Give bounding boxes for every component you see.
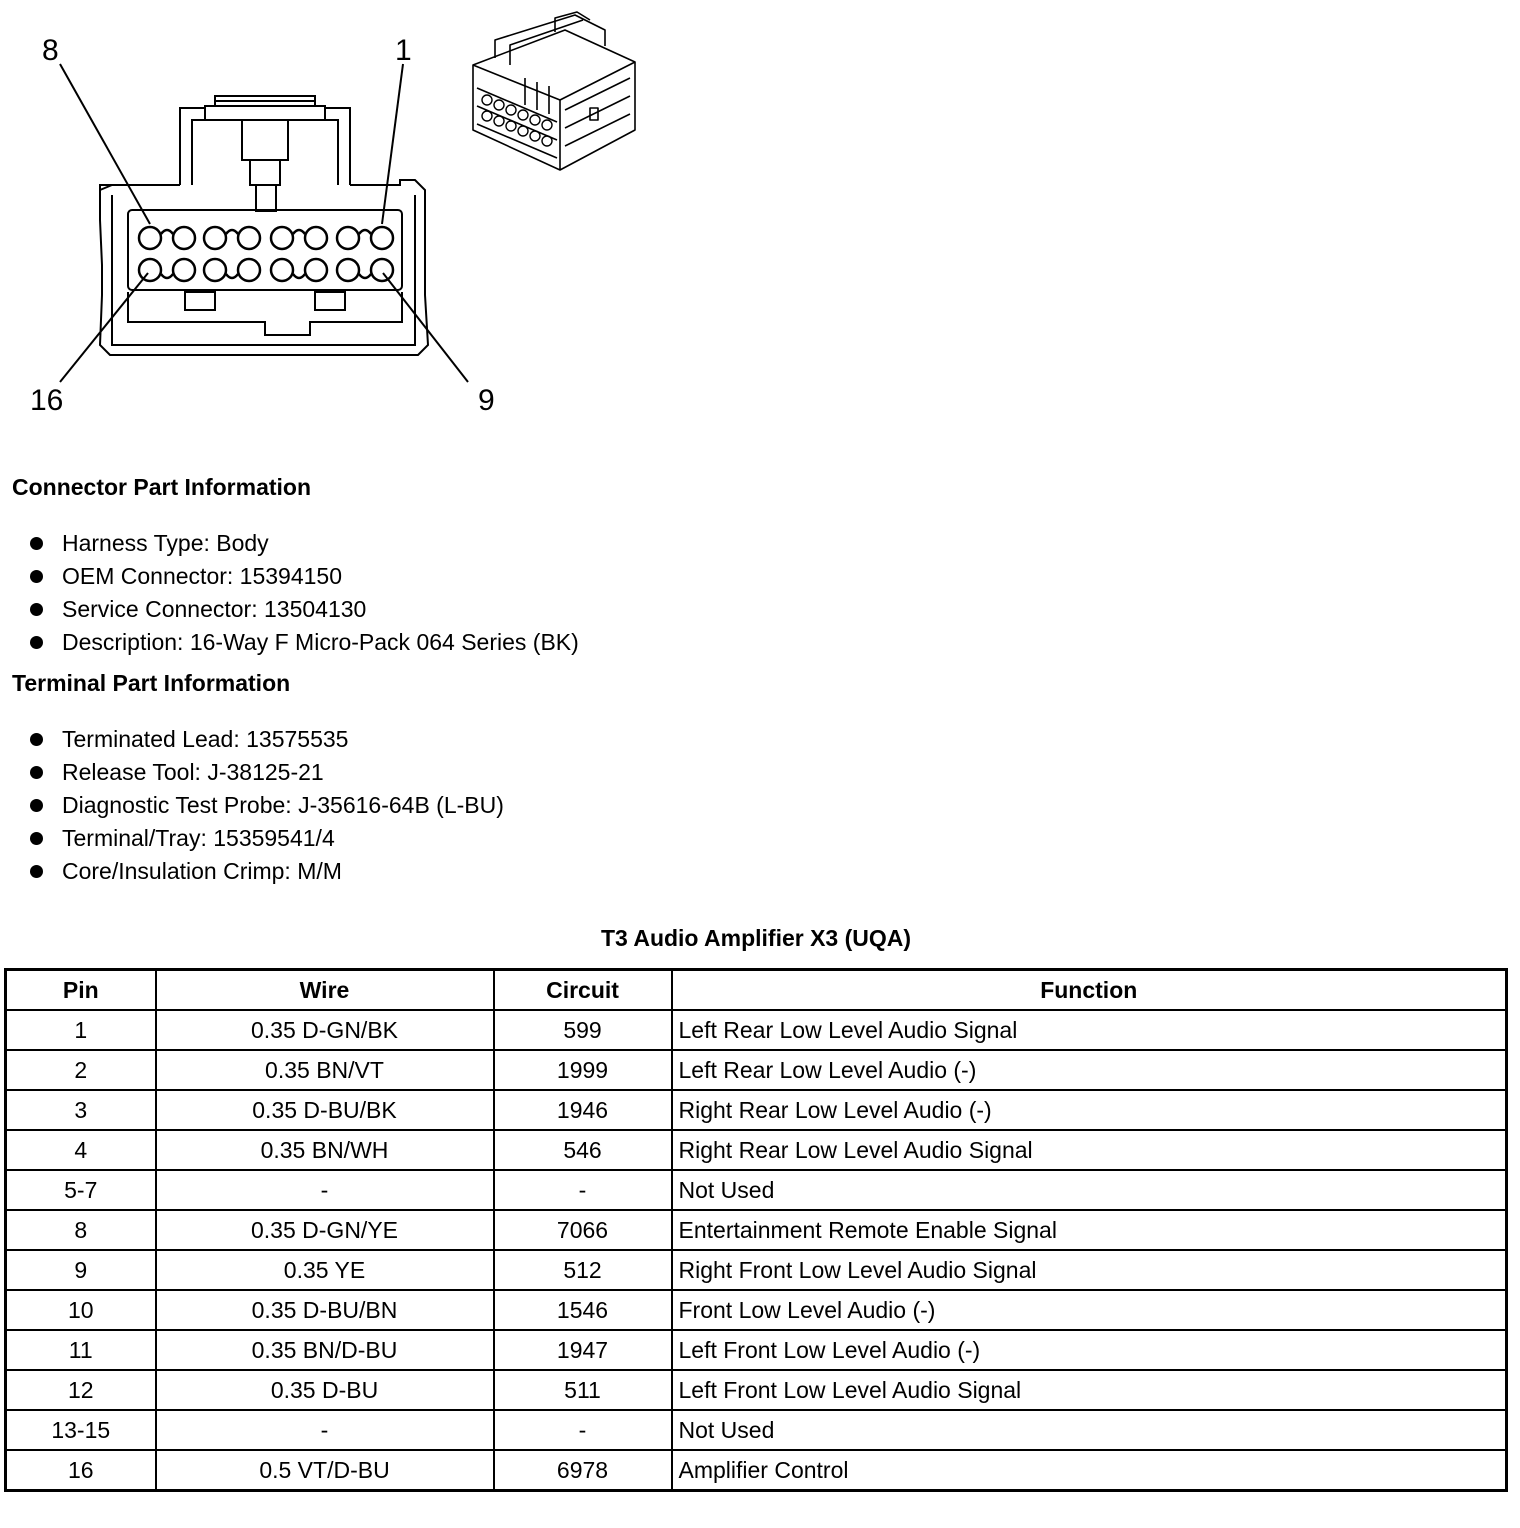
table-header-row [6, 970, 1507, 1011]
terminal-cavity [173, 259, 195, 281]
cavity-latch [226, 230, 238, 234]
terminal-cavity [337, 227, 359, 249]
wire-cell: 0.35 BN/D-BU [156, 1330, 494, 1370]
pin-cell: 10 [6, 1290, 156, 1330]
terminal-cavity [305, 259, 327, 281]
connector-info-list [28, 527, 579, 659]
wire-cell: 0.35 BN/WH [156, 1130, 494, 1170]
pin-label-9: 9 [478, 384, 495, 417]
list-item: Terminated Lead: 13575535 [28, 723, 504, 756]
terminal-cavity [139, 259, 161, 281]
wire-cell: 0.35 BN/VT [156, 1050, 494, 1090]
pin-cell: 4 [6, 1130, 156, 1170]
table-row [6, 1410, 1507, 1450]
table-row [6, 1130, 1507, 1170]
function-cell: Left Rear Low Level Audio Signal [672, 1010, 1507, 1050]
bullet-icon [30, 537, 43, 550]
table-row [6, 1450, 1507, 1491]
terminal-cavity [305, 227, 327, 249]
table-row [6, 1210, 1507, 1250]
table-title: T3 Audio Amplifier X3 (UQA) [600, 925, 912, 951]
bullet-icon [30, 603, 43, 616]
pin-label-16: 16 [30, 384, 64, 417]
circuit-cell: - [494, 1410, 672, 1450]
function-cell: Right Rear Low Level Audio (-) [672, 1090, 1507, 1130]
function-cell: Not Used [672, 1170, 1507, 1210]
list-item: Core/Insulation Crimp: M/M [28, 855, 504, 888]
terminal-cavity [271, 259, 293, 281]
header-circuit: Circuit [494, 970, 672, 1011]
pin-label-8: 8 [42, 34, 59, 67]
bullet-icon [30, 799, 43, 812]
bullet-icon [30, 733, 43, 746]
table-row [6, 1050, 1507, 1090]
terminal-info-heading: Terminal Part Information [12, 670, 291, 696]
function-cell: Entertainment Remote Enable Signal [672, 1210, 1507, 1250]
circuit-cell: 599 [494, 1010, 672, 1050]
header-pin: Pin [6, 970, 156, 1011]
cavity-latch [161, 230, 173, 234]
terminal-cavity [238, 259, 260, 281]
circuit-cell: 1546 [494, 1290, 672, 1330]
wire-cell: 0.35 D-BU [156, 1370, 494, 1410]
pin-cell: 8 [6, 1210, 156, 1250]
function-cell: Left Front Low Level Audio (-) [672, 1330, 1507, 1370]
connector-info-heading: Connector Part Information [12, 474, 312, 500]
function-cell: Not Used [672, 1410, 1507, 1450]
bullet-icon [30, 766, 43, 779]
circuit-cell: 512 [494, 1250, 672, 1290]
circuit-cell: - [494, 1170, 672, 1210]
table-row [6, 1250, 1507, 1290]
wire-cell: 0.35 D-GN/BK [156, 1010, 494, 1050]
terminal-cavity [238, 227, 260, 249]
cavity-latch [359, 274, 371, 278]
pin-cell: 1 [6, 1010, 156, 1050]
list-item: OEM Connector: 15394150 [28, 560, 579, 593]
terminal-cavity [173, 227, 195, 249]
circuit-cell: 7066 [494, 1210, 672, 1250]
terminal-info-list [28, 723, 504, 888]
function-cell: Right Rear Low Level Audio Signal [672, 1130, 1507, 1170]
function-cell: Amplifier Control [672, 1450, 1507, 1491]
list-item: Diagnostic Test Probe: J-35616-64B (L-BU) [28, 789, 504, 822]
cavity-latch [359, 230, 371, 234]
function-cell: Left Rear Low Level Audio (-) [672, 1050, 1507, 1090]
circuit-cell: 6978 [494, 1450, 672, 1491]
circuit-cell: 546 [494, 1130, 672, 1170]
table-row [6, 1010, 1507, 1050]
list-item: Terminal/Tray: 15359541/4 [28, 822, 504, 855]
pin-cell: 3 [6, 1090, 156, 1130]
wire-cell: 0.35 D-BU/BN [156, 1290, 494, 1330]
wire-cell: 0.5 VT/D-BU [156, 1450, 494, 1491]
bullet-icon [30, 570, 43, 583]
pin-cell: 13-15 [6, 1410, 156, 1450]
terminal-cavity [371, 259, 393, 281]
pin-cell: 11 [6, 1330, 156, 1370]
connector-isometric-image [465, 10, 665, 180]
pin-cell: 2 [6, 1050, 156, 1090]
wire-cell: - [156, 1170, 494, 1210]
bullet-icon [30, 636, 43, 649]
wire-cell: 0.35 YE [156, 1250, 494, 1290]
list-item: Harness Type: Body [28, 527, 579, 560]
terminal-cavity [204, 259, 226, 281]
connector-face-diagram [20, 30, 520, 430]
pin-cell: 16 [6, 1450, 156, 1491]
terminal-cavity [337, 259, 359, 281]
function-cell: Left Front Low Level Audio Signal [672, 1370, 1507, 1410]
pinout-table [4, 968, 1508, 1492]
wire-cell: 0.35 D-BU/BK [156, 1090, 494, 1130]
cavity-latch [293, 230, 305, 234]
terminal-cavity [271, 227, 293, 249]
cavity-latch [161, 274, 173, 278]
terminal-cavity [139, 227, 161, 249]
table-row [6, 1170, 1507, 1210]
terminal-cavity [371, 227, 393, 249]
table-row [6, 1370, 1507, 1410]
cavity-latch [293, 274, 305, 278]
pin-cell: 12 [6, 1370, 156, 1410]
circuit-cell: 511 [494, 1370, 672, 1410]
circuit-cell: 1946 [494, 1090, 672, 1130]
header-wire: Wire [156, 970, 494, 1011]
bullet-icon [30, 832, 43, 845]
circuit-cell: 1947 [494, 1330, 672, 1370]
bullet-icon [30, 865, 43, 878]
cavity-latch [226, 274, 238, 278]
circuit-cell: 1999 [494, 1050, 672, 1090]
table-row [6, 1330, 1507, 1370]
wire-cell: 0.35 D-GN/YE [156, 1210, 494, 1250]
pin-cell: 9 [6, 1250, 156, 1290]
list-item: Release Tool: J-38125-21 [28, 756, 504, 789]
terminal-cavity [204, 227, 226, 249]
header-function: Function [672, 970, 1507, 1011]
function-cell: Right Front Low Level Audio Signal [672, 1250, 1507, 1290]
function-cell: Front Low Level Audio (-) [672, 1290, 1507, 1330]
pin-cell: 5-7 [6, 1170, 156, 1210]
pin-label-1: 1 [395, 34, 412, 67]
list-item: Description: 16-Way F Micro-Pack 064 Series (BK) [28, 626, 579, 659]
list-item: Service Connector: 13504130 [28, 593, 579, 626]
table-row [6, 1290, 1507, 1330]
wire-cell: - [156, 1410, 494, 1450]
table-row [6, 1090, 1507, 1130]
